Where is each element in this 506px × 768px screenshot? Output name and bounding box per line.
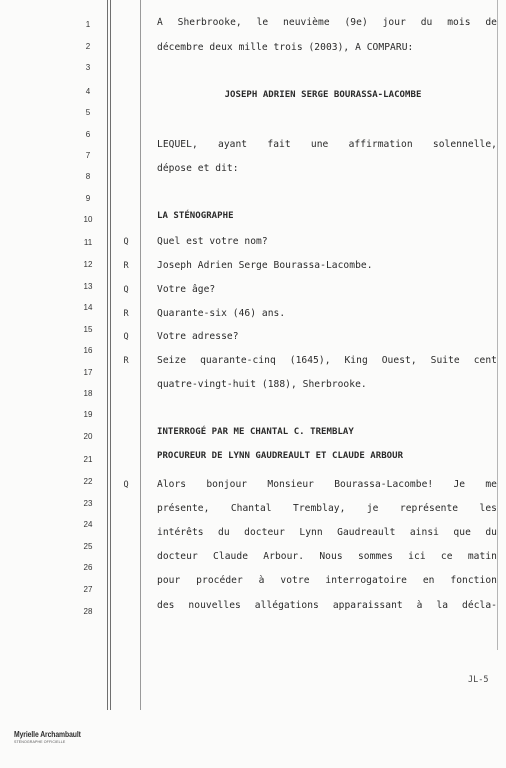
line-number: 3 [85, 63, 91, 72]
line-number: 21 [83, 455, 93, 464]
transcript-line: Votre adresse? [157, 331, 239, 342]
speaker-marker: R [123, 309, 129, 319]
line-number: 8 [85, 172, 91, 181]
brand-subtitle: STÉNOGRAPHE OFFICIELLE [14, 740, 66, 744]
speaker-marker: Q [123, 237, 129, 247]
transcript-line: dépose et dit: [157, 163, 239, 174]
line-number: 27 [83, 585, 93, 594]
transcript-line: À Sherbrooke, le neuvième (9e) jour du mois de [157, 17, 497, 28]
line-number: 16 [83, 346, 93, 355]
speaker-marker: Q [123, 332, 129, 342]
line-number: 20 [83, 432, 93, 441]
brand-name: Myrielle Archambault [14, 730, 81, 739]
line-number: 19 [83, 410, 93, 419]
transcript-line: Quarante-six (46) ans. [157, 308, 286, 319]
line-number: 10 [83, 215, 93, 224]
transcript-line: docteur Claude Arbour. Nous sommes ici ce matin [157, 551, 497, 562]
line-number: 28 [83, 607, 93, 616]
line-number: 15 [83, 325, 93, 334]
line-number: 18 [83, 389, 93, 398]
line-number: 2 [85, 42, 91, 51]
transcript-line: LEQUEL, ayant fait une affirmation solennelle, [157, 139, 497, 150]
transcript-line: Seize quarante-cinq (1645), King Ouest, Suite cent [157, 355, 497, 366]
line-number: 5 [85, 108, 91, 117]
transcript-line: JOSEPH ADRIEN SERGE BOURASSA-LACOMBE [224, 90, 422, 100]
line-number: 25 [83, 542, 93, 551]
line-number: 12 [83, 260, 93, 269]
margin-rule [110, 0, 111, 710]
margin-rule [107, 0, 108, 710]
line-number: 23 [83, 499, 93, 508]
line-number: 22 [83, 477, 93, 486]
line-number: 4 [85, 87, 91, 96]
stenographer-logo [14, 730, 104, 744]
transcript-line: Quel est votre nom? [157, 236, 268, 247]
transcript-line: pour procéder à votre interrogatoire en fonction [157, 575, 497, 586]
page-identifier: JL-5 [468, 675, 489, 685]
transcript-line: Votre âge? [157, 284, 216, 295]
speaker-marker: R [123, 261, 129, 271]
line-number: 24 [83, 520, 93, 529]
margin-rule [497, 0, 498, 650]
line-number: 26 [83, 563, 93, 572]
line-number: 1 [85, 20, 91, 29]
speaker-marker: Q [123, 480, 129, 490]
transcript-line: INTERROGÉ PAR ME CHANTAL C. TREMBLAY [157, 427, 354, 437]
transcript-line: décembre deux mille trois (2003), A COMPARU: [157, 42, 414, 53]
transcript-line: Alors bonjour Monsieur Bourassa-Lacombe! Je me [157, 479, 497, 490]
line-number: 17 [83, 368, 93, 377]
transcript-line: LA STÉNOGRAPHE [157, 211, 234, 221]
transcript-line: intérêts du docteur Lynn Gaudreault ainsi que du [157, 527, 497, 538]
transcript-line: PROCUREUR DE LYNN GAUDREAULT ET CLAUDE ARBOUR [157, 451, 404, 461]
line-number: 11 [83, 238, 93, 247]
line-number: 13 [83, 282, 93, 291]
line-number: 6 [85, 130, 91, 139]
speaker-marker: R [123, 356, 129, 366]
margin-rule [140, 0, 141, 710]
transcript-line: des nouvelles allégations apparaissant à la décla- [157, 600, 497, 611]
line-number: 9 [85, 194, 91, 203]
transcript-line: présente, Chantal Tremblay, je représente les [157, 503, 497, 514]
line-number: 7 [85, 151, 91, 160]
line-number: 14 [83, 303, 93, 312]
transcript-line: Joseph Adrien Serge Bourassa-Lacombe. [157, 260, 373, 271]
transcript-line: quatre-vingt-huit (188), Sherbrooke. [157, 379, 367, 390]
speaker-marker: Q [123, 285, 129, 295]
